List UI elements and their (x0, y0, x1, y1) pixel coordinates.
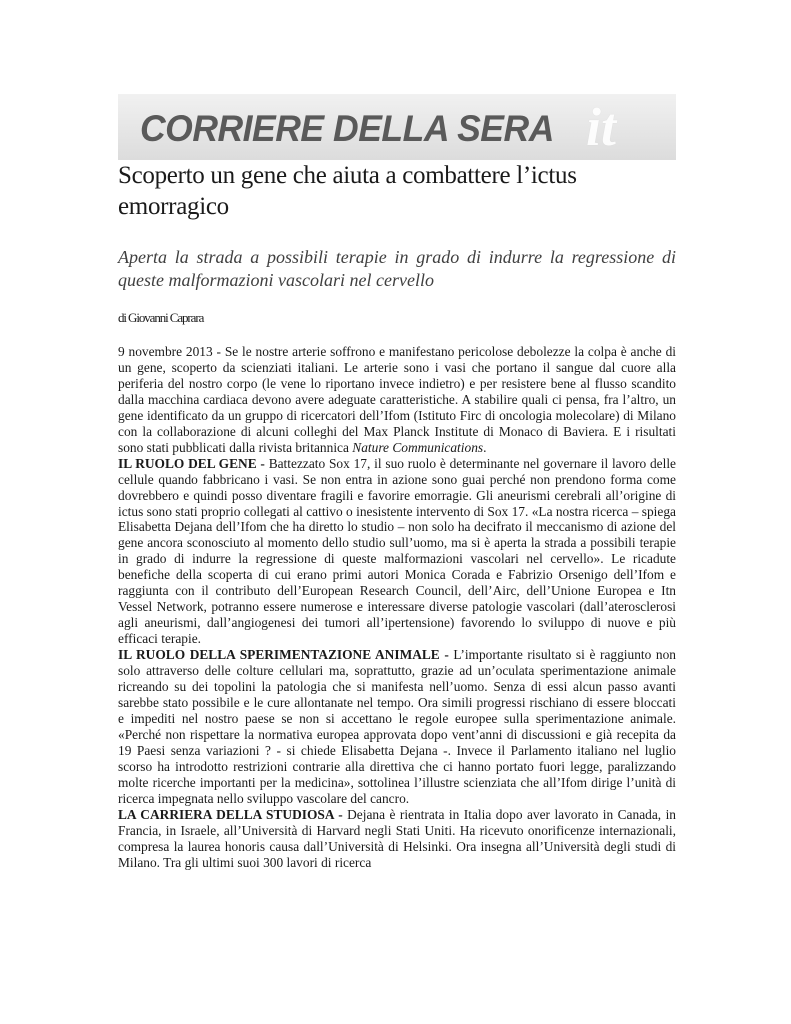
section-animal-testing-heading: IL RUOLO DELLA SPERIMENTAZIONE ANIMALE - (118, 647, 449, 663)
section-animal-testing (118, 647, 676, 807)
masthead-brand: CORRIERE DELLA SERA (140, 108, 554, 149)
article-title: Scoperto un gene che aiuta a combattere l’ictus emorragico (118, 162, 577, 220)
journal-name: Nature Communications (352, 439, 484, 455)
intro-paragraph (118, 344, 676, 456)
intro-text: 9 novembre 2013 - Se le nostre arterie soffrono e manifestano pericolose debolezze la colpa è anche di un gene, scoperto da scienziati italiani. Le arterie sono i vasi che portano il sangue dal cuore alla periferia del nostro corpo (le vene lo riportano invece indietro) e per resistere bene al flusso scandito dalla macchina cardiaca devono avere adeguate caratteristiche. A stabilire quali ci pensa, fra l’altro, un gene identificato da un gruppo di ricercatori dell’Ifom (Istituto Firc di oncologia molecolare) di Milano con la collaborazione di alcuni colleghi del Max Planck Institute di Monaco di Baviera. E i risultati sono stati pubblicati dalla rivista britannica (118, 344, 676, 455)
article-body (118, 344, 676, 870)
intro-end: . (483, 439, 487, 455)
section-career (118, 807, 676, 871)
article-byline: di Giovanni Caprara (118, 310, 204, 325)
section-gene (118, 456, 676, 647)
section-gene-text: Battezzato Sox 17, il suo ruolo è determinante nel governare il lavoro delle cellule quando fabbricano i vasi. Se non entra in azione sono guai perché non prendono forma come dovrebbero e quindi posso diventare fragili e favorire emorragie. Gli aneurismi cerebrali all’origine di ictus sono stati proprio collegati al cattivo o inesistente intervento di Sox 17. «La nostra ricerca – spiega Elisabetta Dejana dell’Ifom che ha diretto lo studio – non solo ha decifrato il meccanismo di azione del gene ancora sconosciuto al momento dello studio sull’uomo, ma si è aperta la strada a possibili terapie in grado di indurre la regressione di queste malformazioni vascolari nel cervello». Le ricadute benefiche della scoperta di cui erano primi autori Monica Corada e Fabrizio Orsenigo dell’Ifom e raggiunta con il contributo dell’European Research Council, dell’Airc, dell’Unione Europea e Itn Vessel Network, potranno essere numerose e interessare diverse patologie vascolari (dall’aterosclerosi agli aneurismi, dall’angiogenesi dei tumori all’ipertensione) favorendo lo sviluppo di nuove e più efficaci terapie. (118, 455, 676, 647)
section-gene-heading: IL RUOLO DEL GENE - (118, 455, 265, 471)
section-career-heading: LA CARRIERA DELLA STUDIOSA - (118, 806, 343, 822)
section-animal-testing-text: L’importante risultato si è raggiunto non solo attraverso delle colture cellulari ma, soprattutto, grazie ad un’oculata sperimentazione animale ricreando su dei topolini la patologia che si manifesta nell’uomo. Senza di essi alcun passo avanti sarebbe stato possibile e le cure allontanate nel tempo. Ora simili progressi rischiano di essere bloccati e impediti nel nostro paese se non si accettano le regole europee sulla sperimentazione animale. «Perché non rispettare la normativa europea approvata dopo vent’anni di discussioni e già recepita da 19 Paesi senza variazioni ? - si chiede Elisabetta Dejana -. Invece il Parlamento italiano nel luglio scorso ha introdotto restrizioni contrarie alla direttiva che ci hanno portato fuori legge, paralizzando molte ricerche importanti per la medicina», sottolinea l’illustre scienziata che all’Ifom dirige l’unità di ricerca impegnata nello sviluppo vascolare del cancro. (118, 647, 676, 806)
article-subtitle: Aperta la strada a possibili terapie in grado di indurre la regressione di queste malformazioni vascolari nel cervello (118, 247, 676, 290)
masthead-suffix: it (586, 97, 617, 157)
masthead-logo (118, 94, 676, 160)
section-career-text: Dejana è rientrata in Italia dopo aver lavorato in Canada, in Francia, in Israele, all’Università di Harvard negli Stati Uniti. Ha ricevuto onorificenze internazionali, compresa la laurea honoris causa dall’Università di Helsinki. Ora insegna all’Università degli studi di Milano. Tra gli ultimi suoi 300 lavori di ricerca (118, 806, 676, 870)
